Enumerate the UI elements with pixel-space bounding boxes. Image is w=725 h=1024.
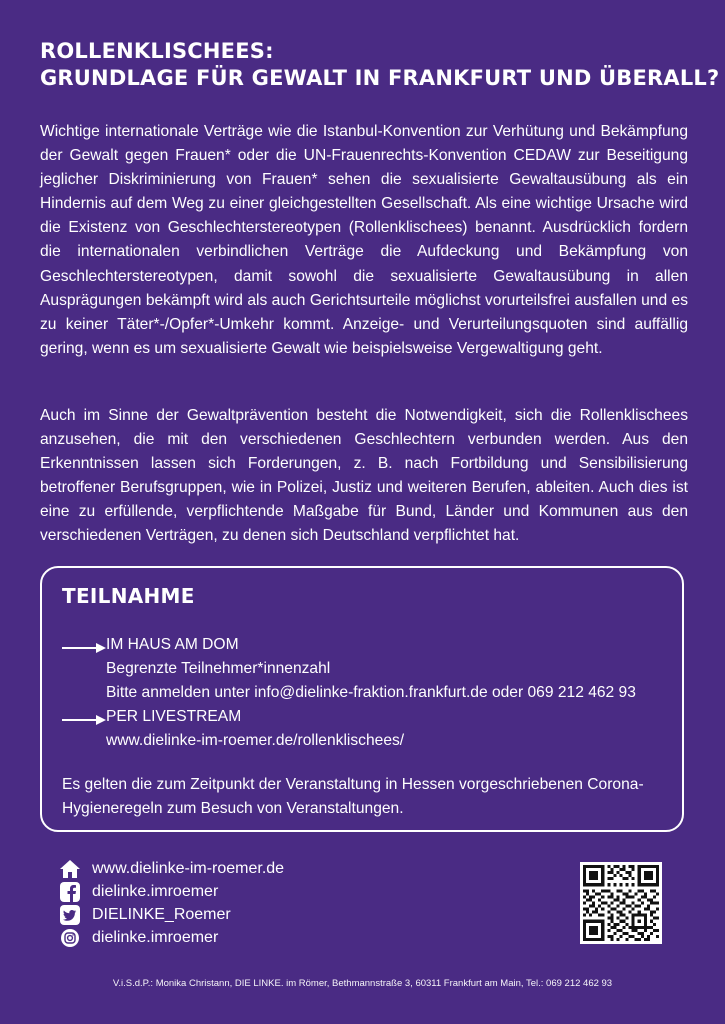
in-person-capacity: Begrenzte Teilnehmer*innenzahl — [106, 660, 331, 677]
page-title — [40, 38, 720, 92]
twitter-icon — [60, 905, 80, 925]
facebook-icon — [60, 882, 80, 902]
title-line-1: ROLLENKLISCHEES: — [40, 39, 274, 63]
prevention-paragraph: Auch im Sinne der Gewaltprävention besteht die Notwendigkeit, sich die Rollenklischees anzusehen, die mit den verschiedenen Geschlechtern verbunden werden. Aus den Erkenntnissen lassen sich Forderungen, z. B. nach Fortbildung und Sensibilisierung betroffener Berufsgruppen, wie in Polizei, Justiz und weiteren Berufen, ableiten. Auch dies ist eine zu erfüllende, verpflichtende Maßgabe für Bund, Länder und Kommunen aus den verschiedenen Verträgen, zu denen sich Deutschland verpflichtet hat. — [40, 407, 688, 545]
title-line-2: GRUNDLAGE FÜR GEWALT IN FRANKFURT UND ÜBERALL? — [40, 66, 720, 90]
instagram-icon — [60, 928, 80, 948]
twitter-text: DIELINKE_Roemer — [92, 906, 231, 923]
home-icon — [60, 859, 80, 879]
participation-heading: TEILNAHME — [62, 584, 195, 608]
livestream-link[interactable]: www.dielinke-im-roemer.de/rollenklischees/ — [106, 732, 405, 749]
intro-paragraph: Wichtige internationale Verträge wie die Istanbul-Konvention zur Verhütung und Bekämpfung der Gewalt gegen Frauen* oder die UN-Frauenrechts-Konvention CEDAW zur Beseitigung jeglicher Diskriminierung von Frauen* sehen die sexualisierte Gewaltausübung als ein Hindernis auf dem Weg zu einer gleichgestellten Gesellschaft. Als eine wichtige Ursache wird die Existenz von Geschlechterstereotypen (Rollenklischees) benannt. Ausdrücklich fordern die internationalen verbindlichen Verträge die Aufdeckung und Bekämpfung von Geschlechterstereotypen, damit sowohl die sexualisierte Gewaltausübung in allen Ausprägungen bekämpft wird als auch Gerichtsurteile möglichst vorurteilsfrei ausfallen und es zu keiner Täter*-/Opfer*-Umkehr kommt. Anzeige- und Verurteilungsquoten sind auffällig gering, wenn es um sexualisierte Gewalt wie beispielsweise Vergewaltigung geht. — [40, 123, 688, 357]
instagram-text: dielinke.imroemer — [92, 929, 219, 946]
arrow-right-icon — [62, 642, 106, 654]
hygiene-note: Es gelten die zum Zeitpunkt der Veranstaltung in Hessen vorgeschriebenen Corona-Hygieneregeln zum Besuch von Veranstaltungen. — [62, 776, 644, 817]
in-person-registration[interactable]: Bitte anmelden unter info@dielinke-fraktion.frankfurt.de oder 069 212 462 93 — [106, 684, 636, 701]
facebook-text: dielinke.imroemer — [92, 883, 219, 900]
qr-code — [580, 862, 662, 944]
arrow-right-icon — [62, 714, 106, 726]
participation-box — [40, 566, 684, 832]
qr-code-pattern — [583, 865, 659, 941]
livestream-label: PER LIVESTREAM — [106, 708, 242, 725]
website-text: www.dielinke-im-roemer.de — [92, 860, 285, 877]
in-person-label: IM HAUS AM DOM — [106, 636, 239, 653]
imprint-footer: V.i.S.d.P.: Monika Christann, DIE LINKE. im Römer, Bethmannstraße 3, 60311 Frankfurt am Main, Tel.: 069 212 462 93 — [112, 978, 613, 989]
